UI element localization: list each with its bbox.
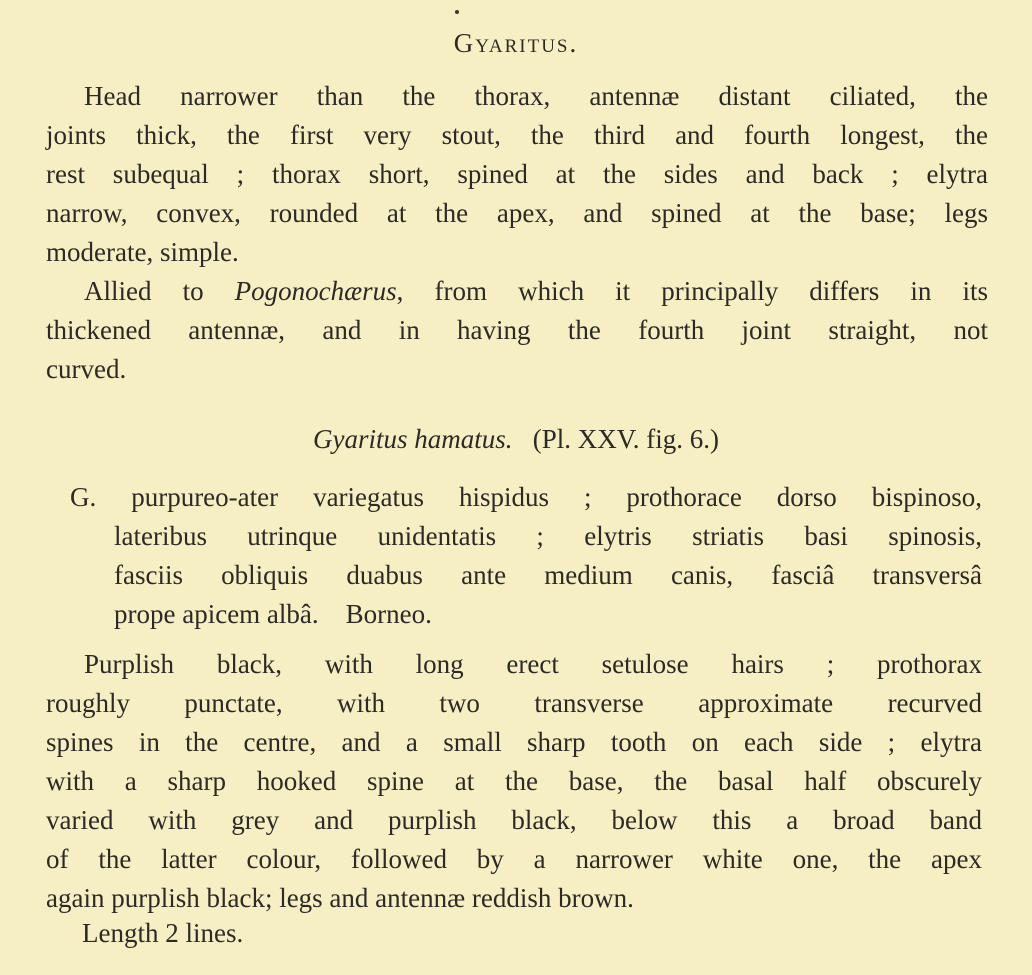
english-description (46, 645, 982, 918)
affinity-note (46, 272, 988, 389)
plate-reference: (Pl. XXV. fig. 6.) (532, 424, 720, 454)
latin-line: fasciis obliquis duabus ante medium canis, fasciâ transversâ (114, 560, 982, 590)
genus-name-italic: Pogonochærus (234, 276, 397, 306)
english-line: of the latter colour, followed by a narrower white one, the apex (46, 844, 982, 874)
description-line: Head narrower than the thorax, antennæ distant ciliated, the (84, 81, 988, 111)
species-heading (0, 424, 1032, 455)
genus-title: Gyaritus. (453, 28, 579, 58)
latin-line: G. purpureo-ater variegatus hispidus ; prothorace dorso bispinoso, (70, 482, 982, 512)
ink-dot (455, 10, 459, 14)
english-line: again purplish black; legs and antennæ reddish brown. (46, 883, 634, 913)
latin-line: prope apicem albâ. Borneo. (114, 599, 432, 629)
description-line: joints thick, the first very stout, the third and fourth longest, the (46, 120, 988, 150)
latin-line: lateribus utrinque unidentatis ; elytris striatis basi spinosis, (114, 521, 982, 551)
english-line: roughly punctate, with two transverse approximate recurved (46, 688, 982, 718)
english-line: with a sharp hooked spine at the base, the basal half obscurely (46, 766, 982, 796)
note-text: Allied to (84, 276, 235, 306)
english-line: Purplish black, with long erect setulose hairs ; prothorax (84, 649, 982, 679)
description-line: narrow, convex, rounded at the apex, and spined at the base; legs (46, 198, 988, 228)
latin-diagnosis (70, 478, 982, 634)
note-line: thickened antennæ, and in having the fourth joint straight, not (46, 315, 988, 345)
genus-description (46, 77, 988, 272)
note-text: , from which it principally differs in its (396, 276, 988, 306)
note-line: curved. (46, 354, 127, 384)
note-line (46, 272, 988, 311)
species-name: Gyaritus hamatus. (312, 424, 513, 454)
english-line: spines in the centre, and a small sharp tooth on each side ; elytra (46, 727, 982, 757)
english-line: varied with grey and purplish black, below this a broad band (46, 805, 982, 835)
length-measurement: Length 2 lines. (82, 918, 244, 948)
description-line: rest subequal ; thorax short, spined at the sides and back ; elytra (46, 159, 988, 189)
description-line: moderate, simple. (46, 237, 239, 267)
